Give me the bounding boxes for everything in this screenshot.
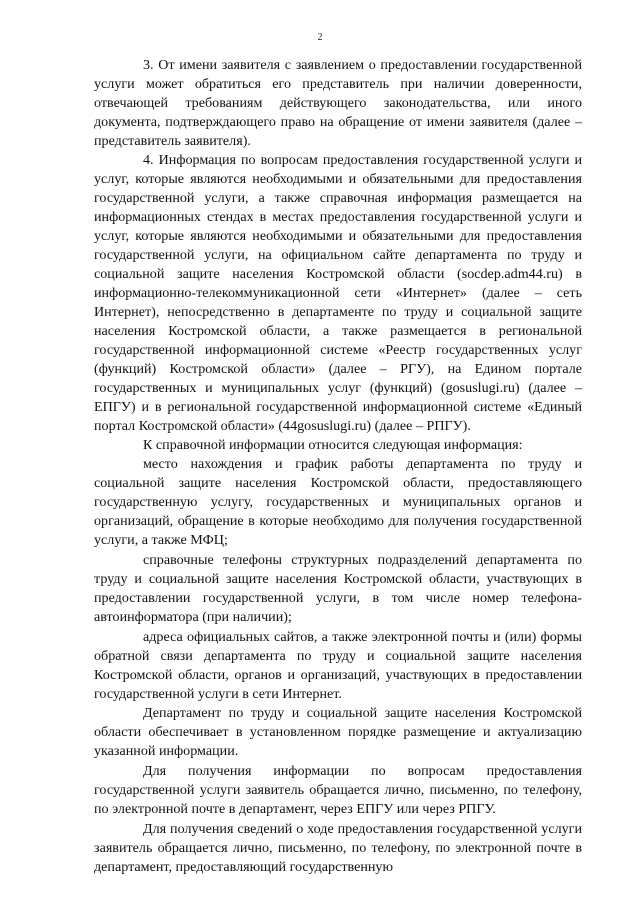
- paragraph-department-ensures: Департамент по труду и социальной защите населения Костромской области обеспечивает в установленном порядке размещение и актуализацию указанной информации.: [94, 705, 582, 759]
- paragraph-reference-info-intro: К справочной информации относится следующая информация:: [143, 437, 523, 453]
- document-text: [94, 56, 582, 877]
- paragraph-representative: 3. От имени заявителя с заявлением о предоставлении государственной услуги может обратиться его представитель при наличии доверенности, отвечающей требованиям действующего законодательства, или иного документа, подтверждающего право на обращение от имени заявителя (далее – представитель заявителя).: [94, 57, 582, 149]
- paragraph-official-sites: адреса официальных сайтов, а также электронной почты и (или) формы обратной связи департамента по труду и социальной защите населения Костромской области, органов и организаций, участвующих в предоставлении государственной услуги в сети Интернет.: [94, 629, 582, 702]
- paragraph-location-schedule: место нахождения и график работы департамента по труду и социальной защите населения Костромской области, предоставляющего государственную услугу, государственных и муниципальных органов и организаций, обращение в которые необходимо для получения государственной услуги, а также МФЦ;: [94, 456, 582, 548]
- paragraph-information-placement: 4. Информация по вопросам предоставления государственной услуги и услуг, которые являются необходимыми и обязательными для предоставления государственной услуги, а также справочная информация размещается на информационных стендах в местах предоставления государственной услуги и услуг, которые являются необходимыми и обязательными для предоставления государственной услуги, на официальном сайте департамента по труду и социальной защите населения Костромской области (socdep.adm44.ru) в информационно-телекоммуникационной сети «Интернет» (далее – сеть Интернет), непосредственно в департаменте по труду и социальной защите населения Костромской области, а также размещается в региональной государственной информационной системе «Реестр государственных услуг (функций) Костромской области» (далее – РГУ), на Едином портале государственных и муниципальных услуг (функций) (gosuslugi.ru) (далее – ЕПГУ) и в региональной государственной информационной системе «Единый портал Костромской области» (44gosuslugi.ru) (далее – РПГУ).: [94, 152, 582, 434]
- page-number: 2: [317, 32, 323, 43]
- paragraph-obtaining-information: Для получения информации по вопросам предоставления государственной услуги заявитель обращается лично, письменно, по телефону, по электронной почте в департамент, через ЕПГУ или через РПГУ.: [94, 763, 582, 817]
- paragraph-reference-phones: справочные телефоны структурных подразделений департамента по труду и социальной защите населения Костромской области, участвующих в предоставлении государственной услуги, в том числе номер телефона-автоинформатора (при наличии);: [94, 552, 582, 625]
- paragraph-progress-information: Для получения сведений о ходе предоставления государственной услуги заявитель обращается лично, письменно, по телефону, по электронной почте в департамент, предоставляющий государственную: [94, 821, 582, 875]
